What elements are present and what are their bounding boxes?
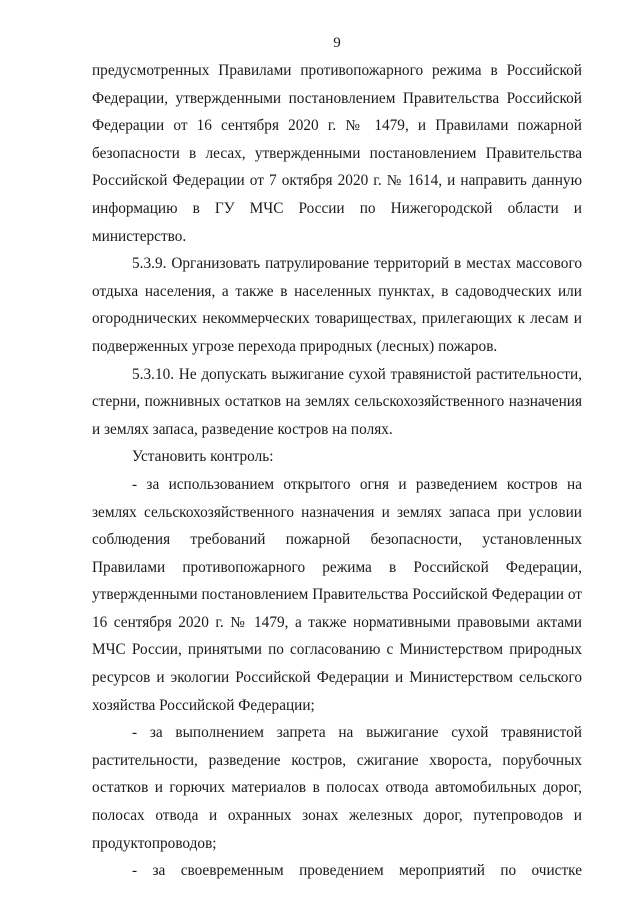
- paragraph-control-heading: Установить контроль:: [132, 448, 274, 466]
- list-item-cleanup: - за своевременным проведением мероприятий по очистке: [132, 862, 582, 880]
- list-item-burning-ban: - за выполнением запрета на выжигание сухой травянистой растительности, разведение костров, сжигание хвороста, порубочных остатков и горючих материалов в полосах отвода автомобильных дорог, полосах отвода и охранных зонах железных дорог, путепроводов и продуктопроводов;: [92, 724, 582, 852]
- paragraph-5-3-9: 5.3.9. Организовать патрулирование территорий в местах массового отдыха населения, а также в населенных пунктах, в садоводческих или огороднических некоммерческих товариществах, прилегающих к лесам и подверженных угрозе перехода природных (лесных) пожаров.: [92, 255, 582, 355]
- paragraph-continuation: предусмотренных Правилами противопожарного режима в Российской Федерации, утвержденными постановлением Правительства Российской Федерации от 16 сентября 2020 г. № 1479, и Правилами пожарной безопасности в лесах, утвержденными постановлением Правительства Российской Федерации от 7 октября 2020 г. № 1614, и направить данную информацию в ГУ МЧС России по Нижегородской области и министерство.: [92, 62, 582, 245]
- page-number: 9: [333, 35, 341, 51]
- list-item-open-fire: - за использованием открытого огня и разведением костров на землях сельскохозяйственного назначения и землях запаса при условии соблюдения требований пожарной безопасности, установленных Правилами противопожарного режима в Российской Федерации, утвержденными постановлением Правительства Российской Федерации от 16 сентября 2020 г. № 1479, а также нормативными правовыми актами МЧС России, принятыми по согласованию с Министерством природных ресурсов и экологии Российской Федерации и Министерством сельского хозяйства Российской Федерации;: [92, 475, 582, 714]
- paragraph-5-3-10: 5.3.10. Не допускать выжигание сухой травянистой растительности, стерни, пожнивных остатков на землях сельскохозяйственного назначения и землях запаса, разведение костров на полях.: [92, 365, 582, 438]
